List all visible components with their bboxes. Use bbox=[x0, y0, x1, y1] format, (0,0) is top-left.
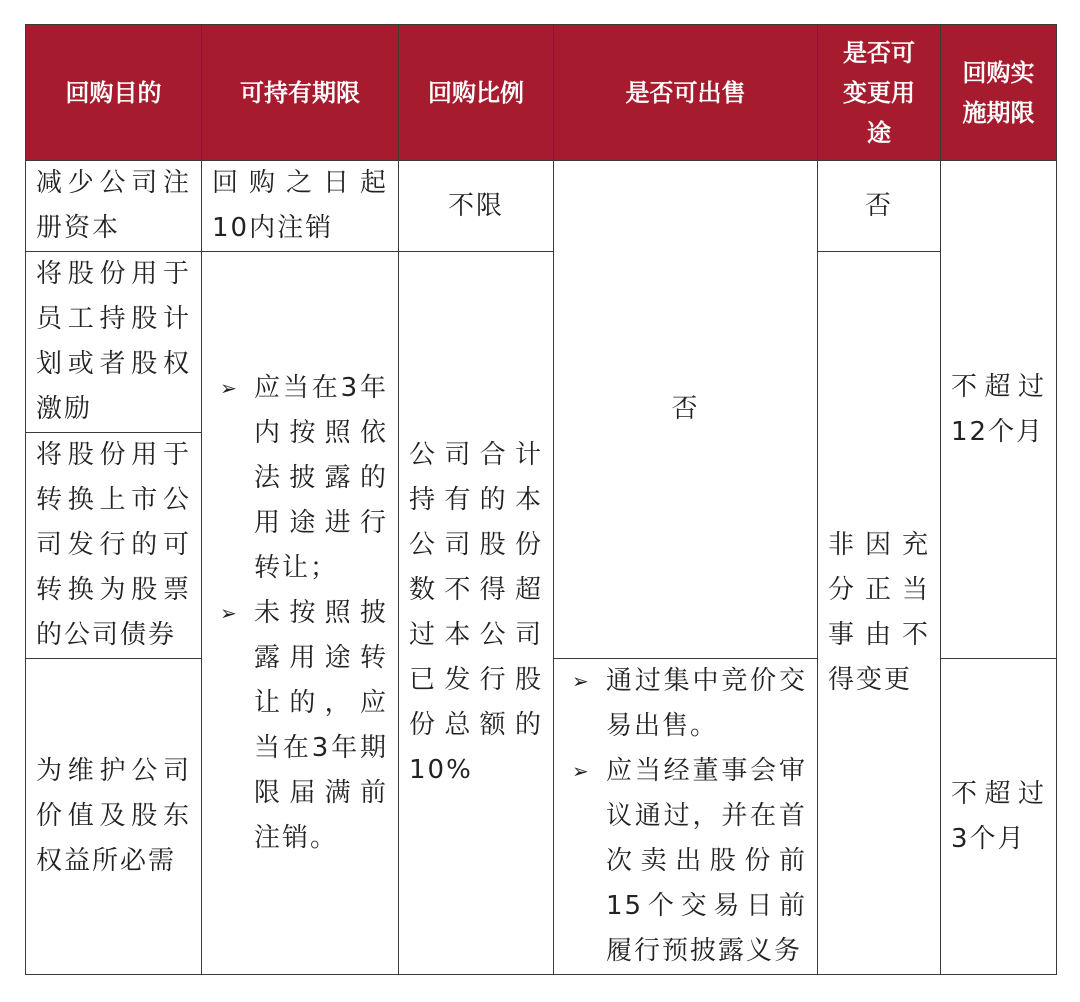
purpose-cell: 为维护公司价值及股东权益所必需 bbox=[26, 659, 202, 975]
list-item: ➢ 应当经董事会审议通过，并在首次卖出股份前15个交易日前履行预披露义务 bbox=[572, 749, 807, 974]
header-row bbox=[26, 25, 1057, 161]
arrow-bullet-icon: ➢ bbox=[220, 600, 239, 625]
header-ratio: 回购比例 bbox=[399, 25, 554, 161]
header-changeable: 是否可变更用途 bbox=[818, 25, 941, 161]
sellable-cell: 否 bbox=[554, 161, 818, 659]
table-row bbox=[26, 161, 1057, 252]
header-deadline: 回购实施期限 bbox=[941, 25, 1057, 161]
list-item: ➢ 应当在3年内按照依法披露的用途进行转让； bbox=[220, 366, 388, 591]
changeable-cell: 非因充分正当事由不得变更 bbox=[818, 252, 941, 975]
table-row bbox=[26, 252, 1057, 433]
arrow-bullet-icon: ➢ bbox=[572, 669, 591, 693]
arrow-bullet-icon: ➢ bbox=[572, 759, 591, 783]
header-sellable: 是否可出售 bbox=[554, 25, 818, 161]
arrow-bullet-icon: ➢ bbox=[220, 375, 239, 400]
purpose-cell: 将股份用于转换上市公司发行的可转换为股票的公司债券 bbox=[26, 433, 202, 659]
deadline-cell: 不超过3个月 bbox=[941, 659, 1057, 975]
sellable-cell bbox=[554, 659, 818, 975]
list-item: ➢ 通过集中竞价交易出售。 bbox=[572, 659, 807, 749]
share-buyback-table bbox=[25, 24, 1057, 975]
deadline-cell: 不超过12个月 bbox=[941, 161, 1057, 659]
ratio-cell: 不限 bbox=[399, 161, 554, 252]
purpose-cell: 减少公司注册资本 bbox=[26, 161, 202, 252]
ratio-cell: 公司合计持有的本公司股份数不得超过本公司已发行股份总额的10% bbox=[399, 252, 554, 975]
list-item: ➢ 未按照披露用途转让的，应当在3年期限届满前注销。 bbox=[220, 591, 388, 861]
holding-period-cell: 回购之日起10内注销 bbox=[202, 161, 399, 252]
header-purpose: 回购目的 bbox=[26, 25, 202, 161]
holding-period-cell bbox=[202, 252, 399, 975]
header-holding-period: 可持有期限 bbox=[202, 25, 399, 161]
changeable-cell: 否 bbox=[818, 161, 941, 252]
purpose-cell: 将股份用于员工持股计划或者股权激励 bbox=[26, 252, 202, 433]
